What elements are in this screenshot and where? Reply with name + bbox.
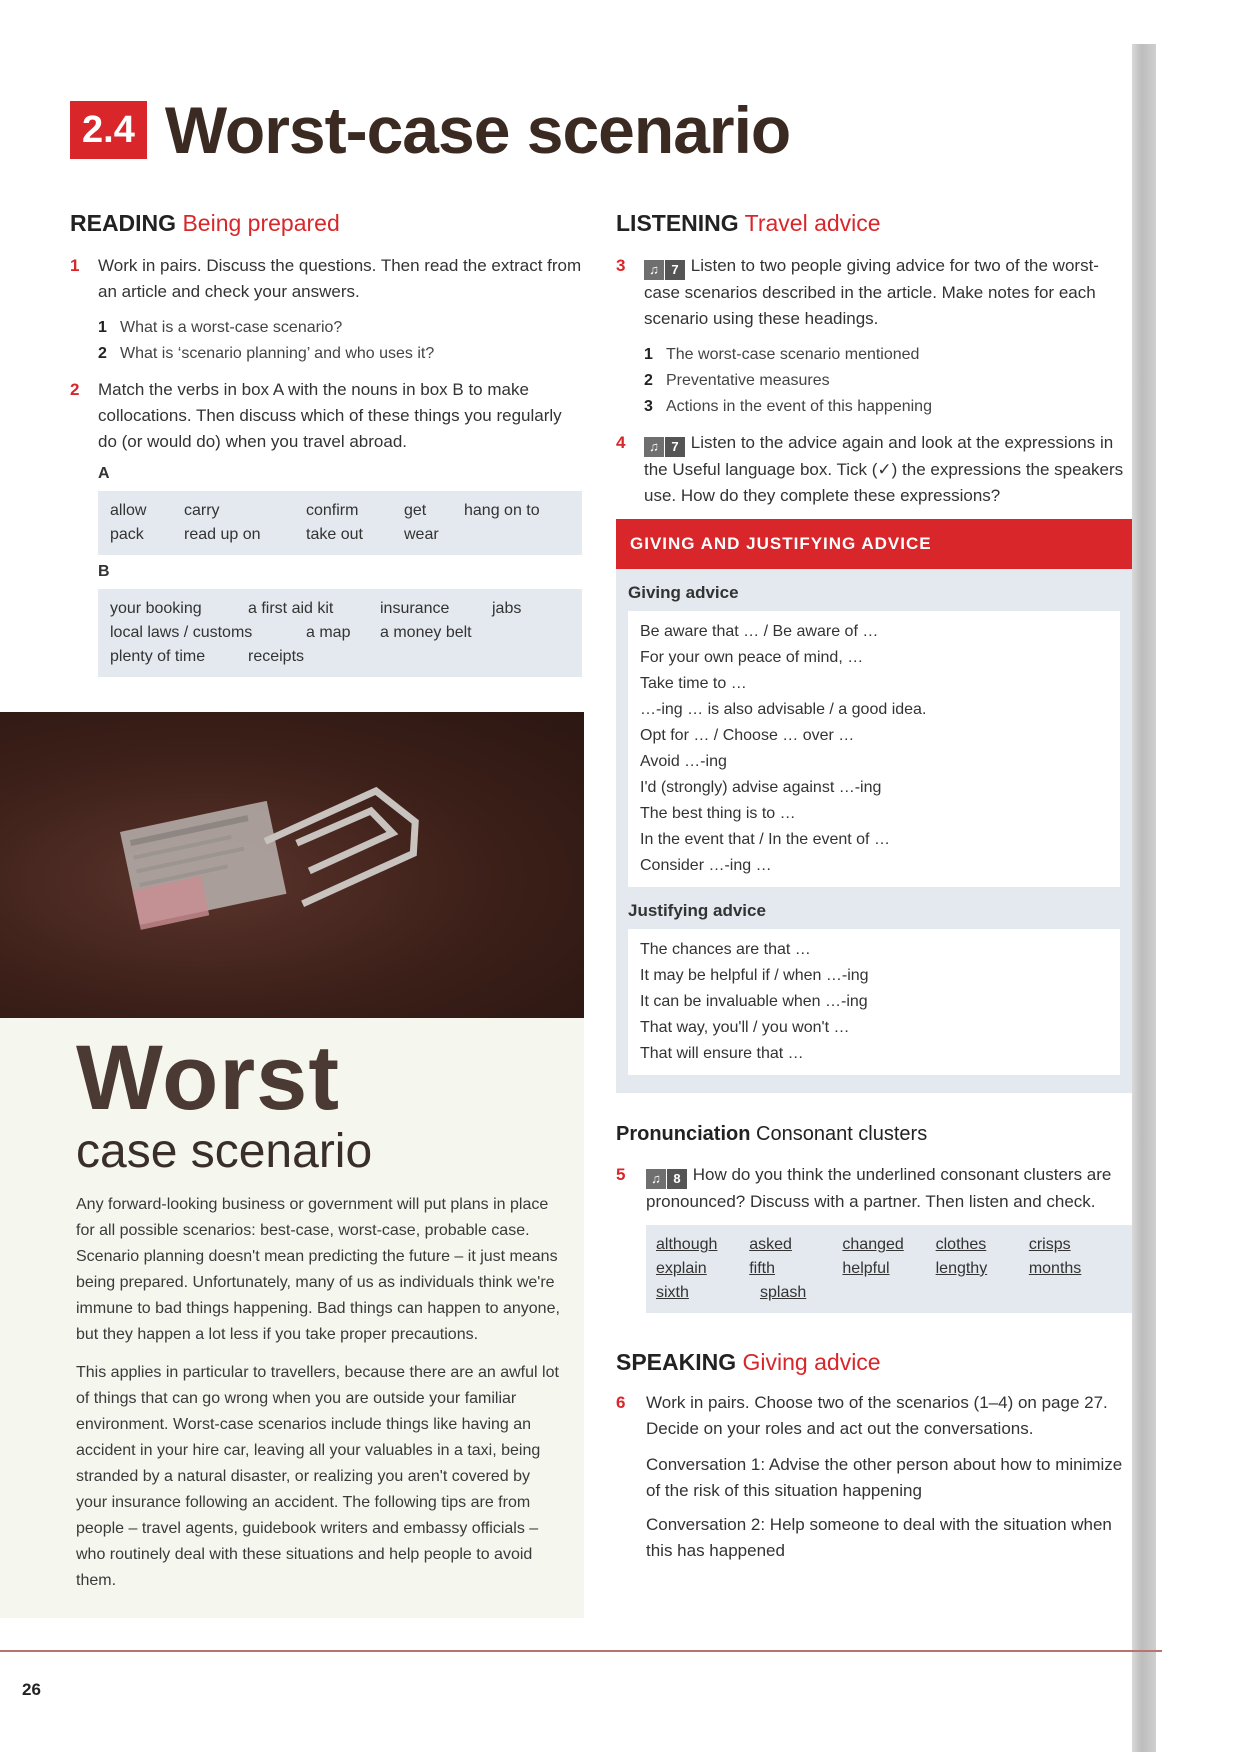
word-row — [656, 1233, 1122, 1257]
reading-section — [70, 210, 582, 677]
listening-heading: LISTENING Travel advice — [616, 210, 881, 236]
article-paragraph: Any forward-looking business or government will put plans in place for all possible scenarios: best-case, worst-case, probable case. Scenario planning doesn't mean predicting the future – it just means being prepared. Unfortunately, many of us as individuals think we're immune to bad things happening. Bad things can happen to anyone, but they happen a lot less if you take proper precautions. — [76, 1196, 560, 1343]
article-photo — [0, 712, 584, 1018]
word: take out — [306, 526, 363, 543]
exercise-5: 5 ♫ 8 How do you think the underlined consonant clusters are pronounced? Discuss with a partner. Then listen and check. — [616, 1165, 1112, 1211]
expression: The chances are that … — [640, 941, 811, 958]
word: receipts — [248, 648, 305, 665]
consonant-clusters-box — [646, 1225, 1132, 1313]
exercise-1: 1 Work in pairs. Discuss the questions. Then read the extract from an article and check your answers. — [70, 256, 582, 301]
word: changed — [842, 1236, 904, 1253]
unit-badge: 2.4 — [70, 101, 147, 159]
exercise-3-headings — [644, 342, 1132, 420]
expression: Consider …-ing … — [640, 857, 772, 874]
word: asked — [749, 1236, 792, 1253]
word: insurance — [380, 600, 450, 617]
expression: It may be helpful if / when …-ing — [640, 967, 869, 984]
box-b-label: B — [98, 563, 110, 580]
word: carry — [184, 502, 220, 519]
word: sixth — [656, 1284, 689, 1301]
conversation-1: Conversation 1: Advise the other person about how to minimize of the risk of this situation happening — [646, 1455, 1123, 1500]
track-number: 8 — [667, 1169, 687, 1189]
article-title-sub: case scenario — [76, 1125, 373, 1178]
word: pack — [110, 526, 144, 543]
conversation-2: Conversation 2: Help someone to deal with the situation when this has happened — [646, 1515, 1112, 1560]
word: lengthy — [935, 1260, 988, 1277]
track-number: 7 — [665, 437, 685, 457]
article-paragraph: This applies in particular to travellers, because there are an awful lot of things that can go wrong when you are outside your familiar environment. Worst-case scenarios include things like having an accident in your hire car, leaving all your valuables in a taxi, being stranded by a natural disaster, or realizing you aren't covered by your insurance following an accident. The following tips are from people – travel agents, guidebook writers and embassy officials – who routinely deal with these situations and help people to avoid them. — [76, 1364, 559, 1589]
track-number: 7 — [665, 260, 685, 280]
article — [76, 1027, 564, 1606]
expression: That will ensure that … — [640, 1045, 804, 1062]
heading-item: 2 Preventative measures — [644, 372, 830, 389]
word: get — [404, 502, 427, 519]
heading-item: 3 Actions in the event of this happening — [644, 398, 932, 415]
word: explain — [656, 1260, 707, 1277]
headphones-icon[interactable]: ♫ — [646, 1169, 666, 1189]
headphones-icon[interactable]: ♫ — [644, 260, 664, 280]
expression: Avoid …-ing — [640, 753, 727, 770]
expression: Be aware that … / Be aware of … — [640, 623, 879, 640]
box-a-label: A — [98, 465, 110, 482]
box-a — [98, 491, 582, 555]
expression: Opt for … / Choose … over … — [640, 727, 855, 744]
giving-advice-label: Giving advice — [628, 583, 739, 602]
word: read up on — [184, 526, 261, 543]
word: clothes — [935, 1236, 987, 1253]
word: although — [656, 1236, 718, 1253]
headphones-icon[interactable]: ♫ — [644, 437, 664, 457]
word: plenty of time — [110, 648, 206, 665]
word-row — [110, 597, 570, 621]
expression: In the event that / In the event of … — [640, 831, 890, 848]
word: helpful — [842, 1260, 890, 1277]
word: fifth — [749, 1260, 775, 1277]
word-row — [110, 499, 570, 523]
heading-item: 1 The worst-case scenario mentioned — [644, 346, 920, 363]
useful-language-title: GIVING AND JUSTIFYING ADVICE — [616, 519, 1132, 569]
listening-section — [616, 210, 1132, 1572]
expression: …-ing … is also advisable / a good idea. — [640, 701, 927, 718]
box-b — [98, 589, 582, 677]
useful-language-box — [616, 519, 1132, 1093]
passport-image — [0, 712, 584, 1018]
page-number: 26 — [22, 1680, 41, 1699]
word-row — [110, 645, 570, 669]
expression: That way, you'll / you won't … — [640, 1019, 850, 1036]
exercise-2: 2 Match the verbs in box A with the nouns in box B to make collocations. Then discuss which of these things you regularly do (or would do) when you travel abroad. — [70, 380, 562, 451]
exercise-3: 3 ♫ 7 Listen to two people giving advice for two of the worst-case scenarios described in the article. Make notes for each scenario using these headings. — [616, 256, 1099, 328]
word-row — [656, 1257, 1122, 1281]
exercise-4: 4 ♫ 7 Listen to the advice again and look at the expressions in the Useful language box. Tick (✓) the expressions the speakers use. How do they complete these expressions? — [616, 433, 1124, 505]
word: splash — [760, 1284, 807, 1301]
word-row — [656, 1281, 1122, 1305]
word: jabs — [492, 600, 522, 617]
justifying-advice-label: Justifying advice — [628, 901, 766, 920]
word: a first aid kit — [248, 600, 334, 617]
word: hang on to — [464, 502, 540, 519]
word: your booking — [110, 600, 202, 617]
question-item: 1 What is a worst-case scenario? — [98, 319, 343, 336]
word: wear — [404, 526, 439, 543]
word: local laws / customs — [110, 624, 253, 641]
word: crisps — [1028, 1236, 1071, 1253]
word: a map — [306, 624, 351, 641]
word: allow — [110, 502, 147, 519]
expression: It can be invaluable when …-ing — [640, 993, 868, 1010]
question-item: 2 What is ‘scenario planning’ and who uses it? — [98, 345, 435, 362]
word: confirm — [306, 502, 359, 519]
word: a money belt — [380, 624, 472, 641]
giving-advice-list — [628, 611, 1120, 887]
word: months — [1028, 1260, 1082, 1277]
expression: Take time to … — [640, 675, 747, 692]
page-title — [70, 93, 791, 167]
expression: I'd (strongly) advise against …-ing — [640, 779, 882, 796]
unit-title: Worst-case scenario — [164, 93, 791, 167]
pronunciation-heading: Pronunciation Consonant clusters — [616, 1123, 928, 1145]
word-row — [110, 621, 570, 645]
expression: For your own peace of mind, … — [640, 649, 864, 666]
justifying-advice-list — [628, 929, 1120, 1075]
word-row — [110, 523, 570, 547]
bottom-divider — [0, 1650, 1162, 1652]
expression: The best thing is to … — [640, 805, 796, 822]
reading-heading: READING Being prepared — [70, 210, 340, 236]
exercise-1-questions — [98, 315, 582, 367]
page-edge-shadow — [1132, 44, 1156, 1752]
speaking-heading: SPEAKING Giving advice — [616, 1349, 881, 1375]
exercise-6: 6 Work in pairs. Choose two of the scenarios (1–4) on page 27. Decide on your roles and act out the conversations. — [616, 1393, 1108, 1438]
article-title-main: Worst — [76, 1027, 340, 1129]
